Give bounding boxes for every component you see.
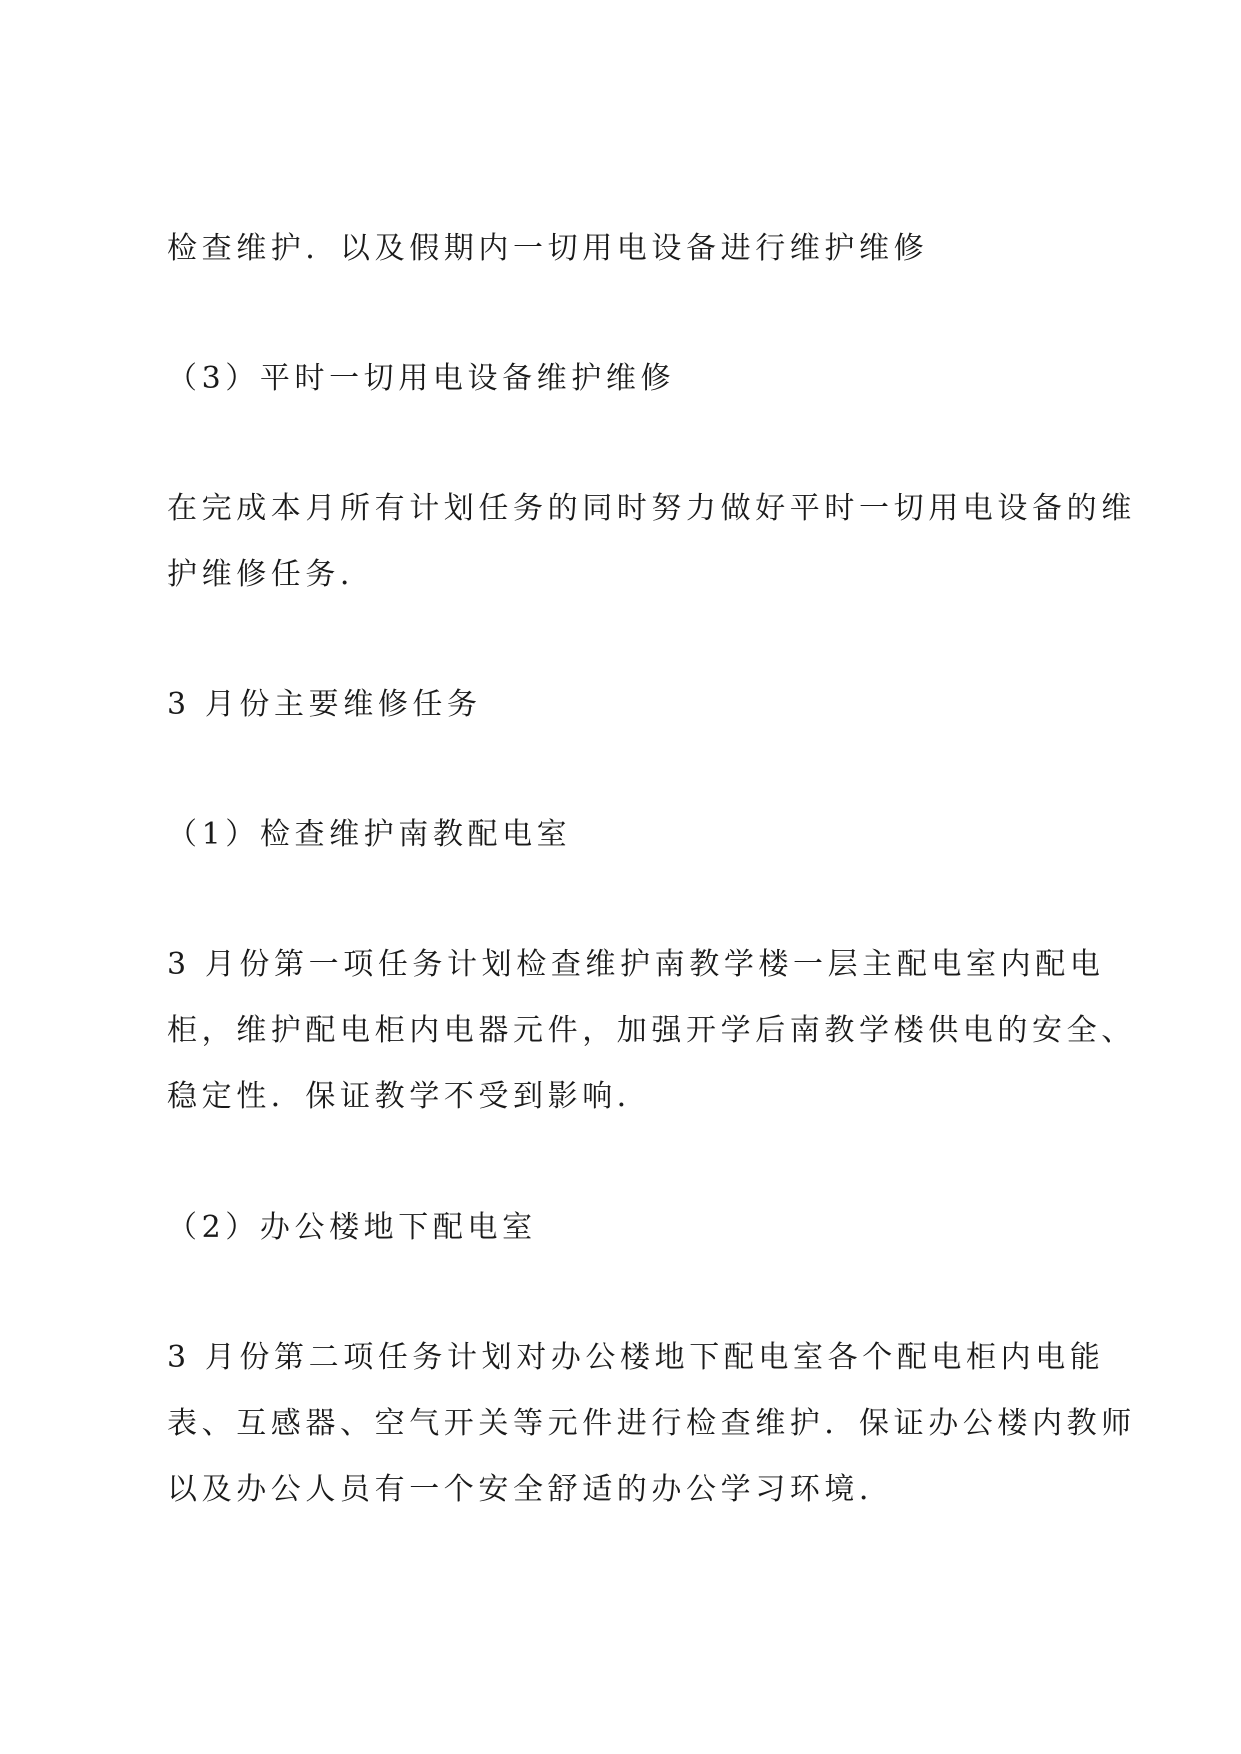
section-heading: 3 月份主要维修任务 (167, 687, 482, 722)
text-line: 3 月份第二项任务计划对办公楼地下配电室各个配电柜内电能 (167, 1340, 1105, 1375)
text-line: 柜，维护配电柜内电器元件，加强开学后南教学楼供电的安全、 (167, 1013, 1136, 1048)
section-heading: （1）检查维护南教配电室 (167, 817, 572, 852)
text-line: 3 月份第一项任务计划检查维护南教学楼一层主配电室内配电 (167, 947, 1105, 982)
text-line: 稳定性．保证教学不受到影响． (167, 1079, 652, 1114)
text-line: 表、互感器、空气开关等元件进行检查维护．保证办公楼内教师 (167, 1406, 1136, 1441)
text-line: 在完成本月所有计划任务的同时努力做好平时一切用电设备的维 (167, 491, 1136, 526)
text-line: 检查维护．以及假期内一切用电设备进行维护维修 (167, 231, 929, 266)
section-heading: （3）平时一切用电设备维护维修 (167, 361, 676, 396)
text-line: 护维修任务． (167, 557, 375, 592)
section-heading: （2）办公楼地下配电室 (167, 1210, 537, 1245)
text-line: 以及办公人员有一个安全舒适的办公学习环境． (167, 1472, 894, 1507)
